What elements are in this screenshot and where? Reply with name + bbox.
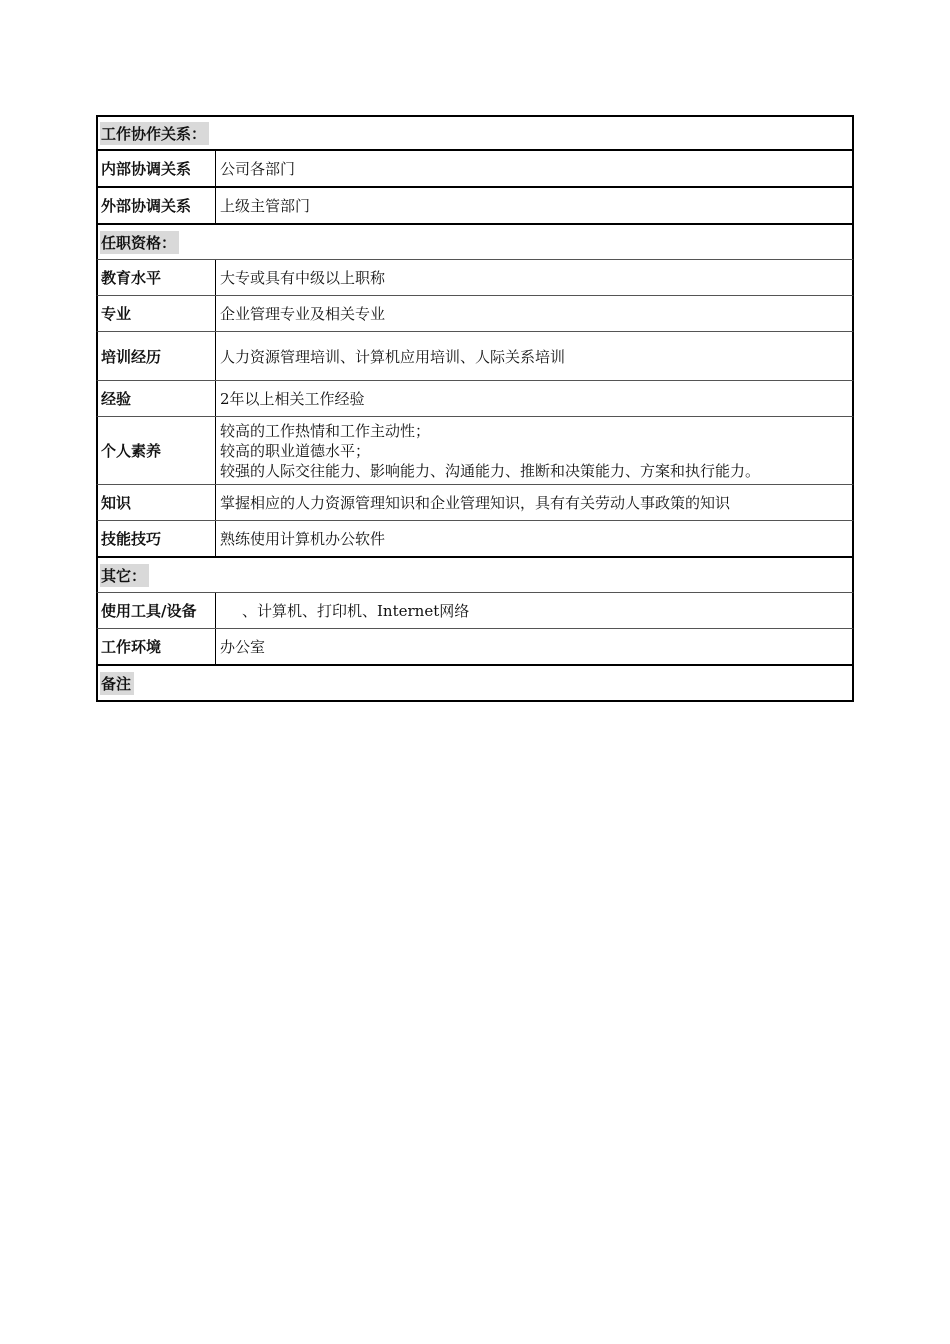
section-title: 备注 <box>100 672 134 695</box>
section-title: 工作协作关系： <box>100 122 209 145</box>
row-label: 外部协调关系 <box>98 188 216 223</box>
row-experience <box>96 381 854 417</box>
row-label: 工作环境 <box>98 629 216 664</box>
row-value: 办公室 <box>220 638 266 656</box>
row-value: 企业管理专业及相关专业 <box>220 305 386 323</box>
row-personal-quality <box>96 417 854 485</box>
row-label: 个人素养 <box>98 417 216 484</box>
row-environment <box>96 629 854 666</box>
row-label: 知识 <box>98 485 216 520</box>
job-description-table <box>96 115 854 702</box>
row-label: 专业 <box>98 296 216 331</box>
row-major <box>96 296 854 332</box>
section-title: 其它： <box>100 564 149 587</box>
row-tools <box>96 593 854 629</box>
row-external-coordination <box>96 188 854 225</box>
row-label: 内部协调关系 <box>98 151 216 186</box>
quality-line: 较高的职业道德水平； <box>220 441 371 460</box>
row-value: 公司各部门 <box>220 160 296 178</box>
row-knowledge <box>96 485 854 521</box>
row-label: 技能技巧 <box>98 521 216 556</box>
row-value: 、计算机、打印机、Internet网络 <box>242 602 470 620</box>
row-value: 上级主管部门 <box>220 197 311 215</box>
row-value: 大专或具有中级以上职称 <box>220 269 386 287</box>
row-training <box>96 332 854 381</box>
row-education <box>96 260 854 296</box>
row-value: 2年以上相关工作经验 <box>220 390 365 408</box>
row-value: 掌握相应的人力资源管理知识和企业管理知识，具有有关劳动人事政策的知识 <box>220 494 731 512</box>
row-label: 使用工具/设备 <box>98 593 216 628</box>
row-internal-coordination <box>96 151 854 188</box>
section-qualifications <box>96 225 854 260</box>
row-label: 经验 <box>98 381 216 416</box>
row-label: 培训经历 <box>98 332 216 380</box>
row-value: 人力资源管理培训、计算机应用培训、人际关系培训 <box>220 347 566 366</box>
row-label: 教育水平 <box>98 260 216 295</box>
row-value: 熟练使用计算机办公软件 <box>220 530 386 548</box>
section-title: 任职资格： <box>100 231 179 254</box>
section-remarks <box>96 666 854 702</box>
section-cooperation <box>96 115 854 151</box>
section-other <box>96 558 854 593</box>
row-value <box>216 417 852 484</box>
quality-line: 较强的人际交往能力、影响能力、沟通能力、推断和决策能力、方案和执行能力。 <box>220 461 761 480</box>
row-skills <box>96 521 854 558</box>
quality-line: 较高的工作热情和工作主动性； <box>220 421 431 440</box>
